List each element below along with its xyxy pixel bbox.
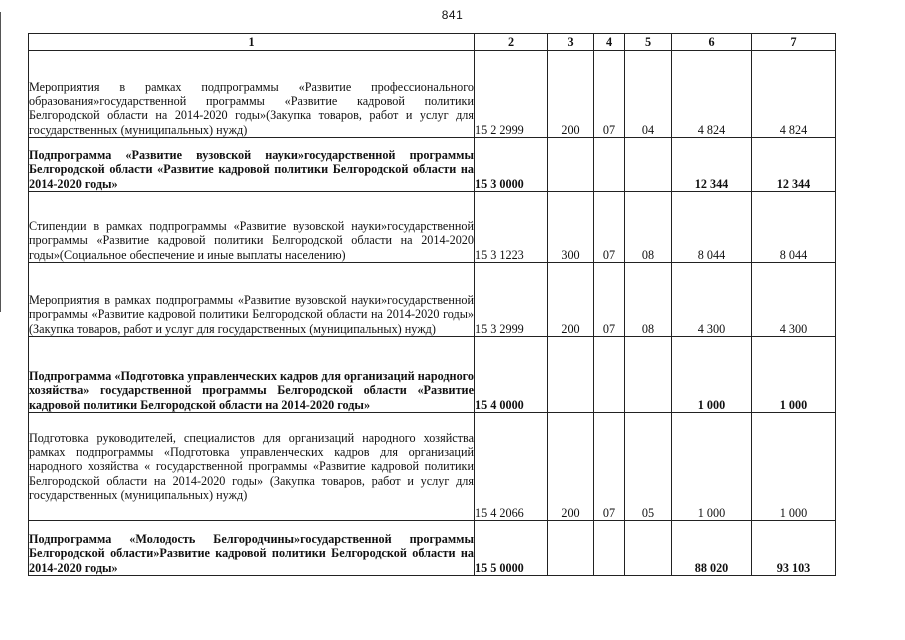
row-amount-7: 1 000: [752, 413, 836, 521]
row-name: Стипендии в рамках подпрограммы «Развитие вузовской науки»государственной программы «Развитие кадровой политики Белгородской области на 2014-2020 годы»(Социальное обеспечение и иные выплаты населению): [29, 192, 475, 263]
row-kvr: [548, 521, 594, 576]
row-subsection: [625, 521, 672, 576]
row-amount-6: 1 000: [672, 413, 752, 521]
row-code: 15 4 2066: [475, 413, 548, 521]
row-code: 15 3 2999: [475, 263, 548, 337]
row-amount-6: 4 824: [672, 51, 752, 138]
row-code: 15 2 2999: [475, 51, 548, 138]
row-code: 15 4 0000: [475, 337, 548, 413]
row-section: [594, 521, 625, 576]
table-row: [29, 138, 836, 192]
row-section: 07: [594, 413, 625, 521]
page-number: 841: [441, 8, 464, 22]
row-amount-6: 12 344: [672, 138, 752, 192]
row-kvr: 300: [548, 192, 594, 263]
header-row: [29, 34, 836, 51]
row-subsection: 05: [625, 413, 672, 521]
row-amount-7: 1 000: [752, 337, 836, 413]
row-name: Подпрограмма «Развитие вузовской науки»государственной программы Белгородской области «Развитие кадровой политики Белгородской области на 2014-2020 годы»: [29, 138, 475, 192]
col-header-5: 5: [625, 34, 672, 51]
row-subsection: [625, 337, 672, 413]
row-name: Подготовка руководителей, специалистов для организаций народного хозяйства рамках подпрограммы «Подготовка управленческих кадров для организаций народного хозяйства « государственной программы «Развитие кадровой политики Белгородской области на 2014-2020 годы» (Закупка товаров, работ и услуг для государственных (муниципальных) нужд): [29, 413, 475, 521]
table-row: [29, 263, 836, 337]
row-code: 15 3 0000: [475, 138, 548, 192]
row-kvr: 200: [548, 413, 594, 521]
row-code: 15 5 0000: [475, 521, 548, 576]
col-header-4: 4: [594, 34, 625, 51]
row-name: Подпрограмма «Подготовка управленческих кадров для организаций народного хозяйства» государственной программы Белгородской области «Развитие кадровой политики Белгородской области на 2014-2020 годы»: [29, 337, 475, 413]
table-row: [29, 413, 836, 521]
budget-table: [28, 33, 836, 576]
row-kvr: 200: [548, 263, 594, 337]
row-amount-7: 12 344: [752, 138, 836, 192]
row-subsection: 08: [625, 263, 672, 337]
row-kvr: [548, 337, 594, 413]
row-name: Подпрограмма «Молодость Белгородчины»государственной программы Белгородской области»Развитие кадровой политики Белгородской области на 2014-2020 годы»: [29, 521, 475, 576]
row-subsection: 04: [625, 51, 672, 138]
row-section: 07: [594, 192, 625, 263]
row-amount-6: 1 000: [672, 337, 752, 413]
row-section: [594, 337, 625, 413]
row-amount-7: 4 824: [752, 51, 836, 138]
col-header-1: 1: [29, 34, 475, 51]
row-subsection: 08: [625, 192, 672, 263]
table-row: [29, 192, 836, 263]
col-header-2: 2: [475, 34, 548, 51]
table-row: [29, 51, 836, 138]
row-subsection: [625, 138, 672, 192]
row-name: Мероприятия в рамках подпрограммы «Развитие вузовской науки»государственной программы «Развитие кадровой политики Белгородской области на 2014-2020 годы» (Закупка товаров, работ и услуг для государственных (муниципальных) нужд): [29, 263, 475, 337]
row-amount-7: 4 300: [752, 263, 836, 337]
row-amount-6: 88 020: [672, 521, 752, 576]
col-header-7: 7: [752, 34, 836, 51]
row-amount-7: 8 044: [752, 192, 836, 263]
col-header-3: 3: [548, 34, 594, 51]
table-row: [29, 337, 836, 413]
row-kvr: 200: [548, 51, 594, 138]
row-kvr: [548, 138, 594, 192]
row-section: [594, 138, 625, 192]
row-amount-6: 8 044: [672, 192, 752, 263]
row-amount-7: 93 103: [752, 521, 836, 576]
table-row: [29, 521, 836, 576]
row-name: Мероприятия в рамках подпрограммы «Развитие профессионального образования»государственной программы «Развитие кадровой политики Белгородской области на 2014-2020 годы»(Закупка товаров, работ и услуг для государственных (муниципальных) нужд): [29, 51, 475, 138]
row-section: 07: [594, 51, 625, 138]
col-header-6: 6: [672, 34, 752, 51]
row-amount-6: 4 300: [672, 263, 752, 337]
margin-line: [0, 12, 1, 312]
row-code: 15 3 1223: [475, 192, 548, 263]
row-section: 07: [594, 263, 625, 337]
